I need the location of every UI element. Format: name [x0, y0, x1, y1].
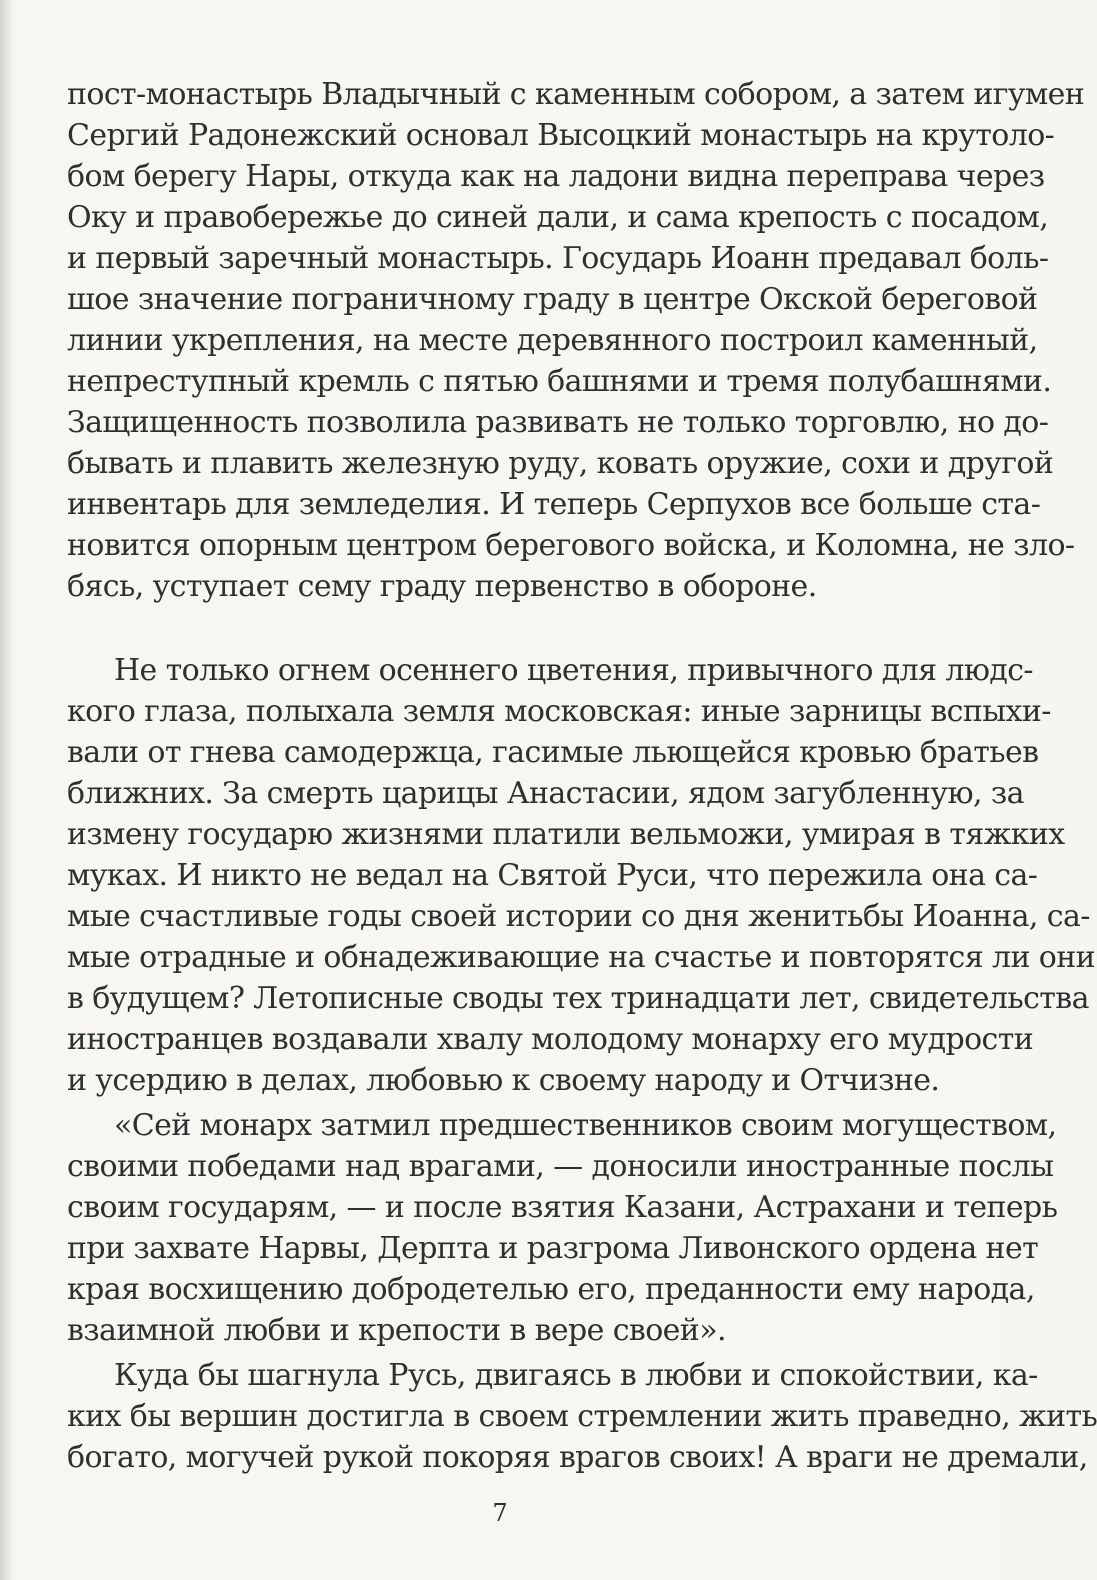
- text-line: Не только огнем осеннего цветения, привычного для людс-: [114, 653, 1033, 688]
- text-line: непреступный кремль с пятью башнями и тремя полубашнями.: [67, 364, 1052, 399]
- text-line: богато, могучей рукой покоряя врагов своих! А враги не дремали,: [67, 1440, 1088, 1475]
- text-line: взаимной любви и крепости в вере своей».: [67, 1313, 726, 1348]
- text-line: своими победами над врагами, — доносили иностранные послы: [67, 1149, 1054, 1184]
- text-line: и усердию в делах, любовью к своему народу и Отчизне.: [67, 1063, 940, 1098]
- text-line: шое значение пограничному граду в центре Окской береговой: [67, 282, 1038, 317]
- paragraph-1: [67, 74, 1085, 607]
- text-line: ких бы вершин достигла в своем стремлении жить праведно, жить: [67, 1399, 1097, 1434]
- text-line: вали от гнева самодержца, гасимые льющейся кровью братьев: [67, 735, 1039, 770]
- text-line: инвентарь для земледелия. И теперь Серпухов все больше ста-: [67, 487, 1041, 522]
- text-line: при захвате Нарвы, Дерпта и разгрома Ливонского ордена нет: [67, 1231, 1039, 1266]
- text-line: бывать и плавить железную руду, ковать оружие, сохи и другой: [67, 446, 1054, 481]
- text-line: новится опорным центром берегового войска, и Коломна, не зло-: [67, 528, 1075, 563]
- text-line: края восхищению добродетелью его, преданности ему народа,: [67, 1272, 1035, 1307]
- page-number: 7: [492, 1499, 508, 1527]
- text-line: в будущем? Летописные своды тех тринадцати лет, свидетельства: [67, 981, 1089, 1016]
- paragraph-gap: [67, 607, 922, 650]
- text-line: муках. И никто не ведал на Святой Руси, что пережила она са-: [67, 858, 1038, 893]
- paragraph-2: [67, 650, 1096, 1101]
- text-line: бясь, уступает сему граду первенство в обороне.: [67, 569, 817, 604]
- page-body-text: [67, 74, 1097, 1478]
- text-line: Куда бы шагнула Русь, двигаясь в любви и спокойствии, ка-: [114, 1358, 1038, 1393]
- text-line: кого глаза, полыхала земля московская: иные зарницы вспыхи-: [67, 694, 1051, 729]
- text-line: ближних. За смерть царицы Анастасии, ядом загубленную, за: [67, 776, 1024, 811]
- text-line: мые счастливые годы своей истории со дня женитьбы Иоанна, са-: [67, 899, 1090, 934]
- text-line: своим государям, — и после взятия Казани, Астрахани и теперь: [67, 1190, 1058, 1225]
- paragraph-4: [67, 1355, 1097, 1478]
- text-line: Защищенность позволила развивать не только торговлю, но до-: [67, 405, 1049, 440]
- text-line: бом берегу Нары, откуда как на ладони видна переправа через: [67, 159, 1045, 194]
- text-line: «Сей монарх затмил предшественников своим могуществом,: [114, 1108, 1057, 1143]
- paragraph-3: [67, 1105, 1058, 1351]
- text-line: Оку и правобережье до синей дали, и сама крепость с посадом,: [67, 200, 1049, 235]
- page-edge-shadow: [0, 0, 14, 1580]
- text-line: пост-монастырь Владычный с каменным собором, а затем игумен: [67, 77, 1085, 112]
- text-line: измену государю жизнями платили вельможи, умирая в тяжких: [67, 817, 1065, 852]
- text-line: и первый заречный монастырь. Государь Иоанн предавал боль-: [67, 241, 1049, 276]
- text-line: Сергий Радонежский основал Высоцкий монастырь на крутоло-: [67, 118, 1055, 153]
- text-line: линии укрепления, на месте деревянного построил каменный,: [67, 323, 1038, 358]
- text-line: иностранцев воздавали хвалу молодому монарху его мудрости: [67, 1022, 1034, 1057]
- text-line: мые отрадные и обнадеживающие на счастье и повторятся ли они: [67, 940, 1096, 975]
